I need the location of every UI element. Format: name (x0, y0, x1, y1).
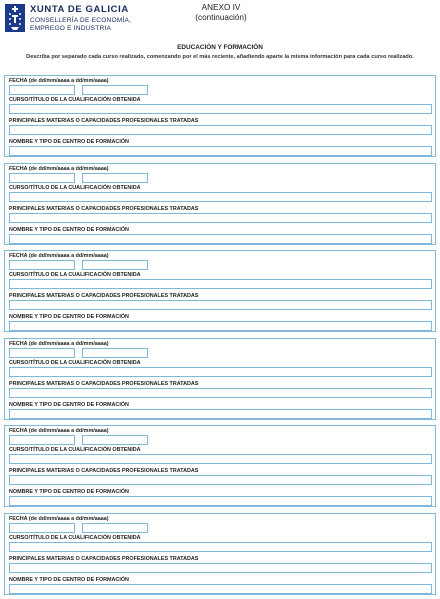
date-to-field[interactable] (82, 260, 148, 270)
date-from-field[interactable] (9, 260, 75, 270)
course-title-field[interactable] (9, 454, 432, 464)
education-entry (4, 75, 436, 157)
education-entry (4, 338, 436, 420)
main-subjects-field[interactable] (9, 300, 432, 310)
main-subjects-field[interactable] (9, 125, 432, 135)
education-entries (4, 75, 436, 599)
date-to-field[interactable] (82, 85, 148, 95)
date-range-label: FECHA (de dd/mm/aaaa a dd/mm/aaaa) (9, 165, 109, 172)
training-center-field[interactable] (9, 234, 432, 244)
main-subjects-label: PRINCIPALES MATERIAS O CAPACIDADES PROFESIONALES TRATADAS (9, 555, 199, 562)
training-center-label: NOMBRE Y TIPO DE CENTRO DE FORMACIÓN (9, 576, 129, 583)
date-to-field[interactable] (82, 348, 148, 358)
date-to-field[interactable] (82, 435, 148, 445)
annex-heading (186, 3, 256, 22)
training-center-field[interactable] (9, 409, 432, 419)
main-subjects-field[interactable] (9, 475, 432, 485)
department-line-1: CONSELLERÍA DE ECONOMÍA, (30, 17, 132, 24)
course-title-label: CURSO/TÍTULO DE LA CUALIFICACIÓN OBTENIDA (9, 534, 141, 541)
main-subjects-label: PRINCIPALES MATERIAS O CAPACIDADES PROFESIONALES TRATADAS (9, 293, 199, 300)
training-center-label: NOMBRE Y TIPO DE CENTRO DE FORMACIÓN (9, 139, 129, 145)
education-entry (4, 250, 436, 332)
main-subjects-field[interactable] (9, 213, 432, 223)
training-center-field[interactable] (9, 321, 432, 331)
xunta-logo-icon (5, 4, 25, 32)
training-center-label: NOMBRE Y TIPO DE CENTRO DE FORMACIÓN (9, 489, 129, 496)
date-range-label: FECHA (de dd/mm/aaaa a dd/mm/aaaa) (9, 515, 109, 522)
main-subjects-label: PRINCIPALES MATERIAS O CAPACIDADES PROFESIONALES TRATADAS (9, 205, 199, 212)
annex-title: ANEXO IV (201, 3, 241, 12)
date-from-field[interactable] (9, 173, 75, 183)
page-header (0, 0, 440, 40)
main-subjects-field[interactable] (9, 388, 432, 398)
course-title-label: CURSO/TÍTULO DE LA CUALIFICACIÓN OBTENIDA (9, 359, 141, 366)
date-from-field[interactable] (9, 348, 75, 358)
main-subjects-field[interactable] (9, 563, 432, 573)
course-title-field[interactable] (9, 279, 432, 289)
date-range-label: FECHA (de dd/mm/aaaa a dd/mm/aaaa) (9, 340, 109, 347)
date-range-label: FECHA (de dd/mm/aaaa a dd/mm/aaaa) (9, 78, 109, 84)
main-subjects-label: PRINCIPALES MATERIAS O CAPACIDADES PROFESIONALES TRATADAS (9, 468, 199, 475)
date-from-field[interactable] (9, 85, 75, 95)
training-center-field[interactable] (9, 496, 432, 506)
training-center-label: NOMBRE Y TIPO DE CENTRO DE FORMACIÓN (9, 314, 129, 321)
course-title-field[interactable] (9, 542, 432, 552)
department-name (30, 17, 131, 33)
training-center-label: NOMBRE Y TIPO DE CENTRO DE FORMACIÓN (9, 226, 129, 233)
course-title-field[interactable] (9, 192, 432, 202)
education-entry (4, 425, 436, 507)
course-title-label: CURSO/TÍTULO DE LA CUALIFICACIÓN OBTENIDA (9, 272, 141, 279)
department-line-2: EMPREGO E INDUSTRIA (30, 25, 112, 32)
course-title-label: CURSO/TÍTULO DE LA CUALIFICACIÓN OBTENIDA (9, 447, 141, 454)
date-to-field[interactable] (82, 173, 148, 183)
training-center-field[interactable] (9, 584, 432, 594)
training-center-label: NOMBRE Y TIPO DE CENTRO DE FORMACIÓN (9, 401, 129, 408)
course-title-field[interactable] (9, 104, 432, 114)
org-name: XUNTA DE GALICIA (30, 4, 129, 15)
date-range-label: FECHA (de dd/mm/aaaa a dd/mm/aaaa) (9, 253, 109, 260)
education-entry (4, 513, 436, 595)
course-title-label: CURSO/TÍTULO DE LA CUALIFICACIÓN OBTENIDA (9, 97, 141, 103)
section-title: EDUCACIÓN Y FORMACIÓN (177, 44, 263, 51)
main-subjects-label: PRINCIPALES MATERIAS O CAPACIDADES PROFESIONALES TRATADAS (9, 380, 199, 387)
course-title-field[interactable] (9, 367, 432, 377)
education-entry (4, 163, 436, 245)
annex-subtitle: (continuación) (195, 12, 247, 22)
date-to-field[interactable] (82, 523, 148, 533)
date-from-field[interactable] (9, 435, 75, 445)
course-title-label: CURSO/TÍTULO DE LA CUALIFICACIÓN OBTENIDA (9, 184, 141, 191)
section-instructions: Describa por separado cada curso realizado, comenzando por el más reciente, añadiendo aparte la misma información para cada curso realizado. (26, 54, 414, 60)
main-subjects-label: PRINCIPALES MATERIAS O CAPACIDADES PROFESIONALES TRATADAS (9, 118, 199, 124)
date-range-label: FECHA (de dd/mm/aaaa a dd/mm/aaaa) (9, 428, 109, 435)
training-center-field[interactable] (9, 146, 432, 156)
date-from-field[interactable] (9, 523, 75, 533)
